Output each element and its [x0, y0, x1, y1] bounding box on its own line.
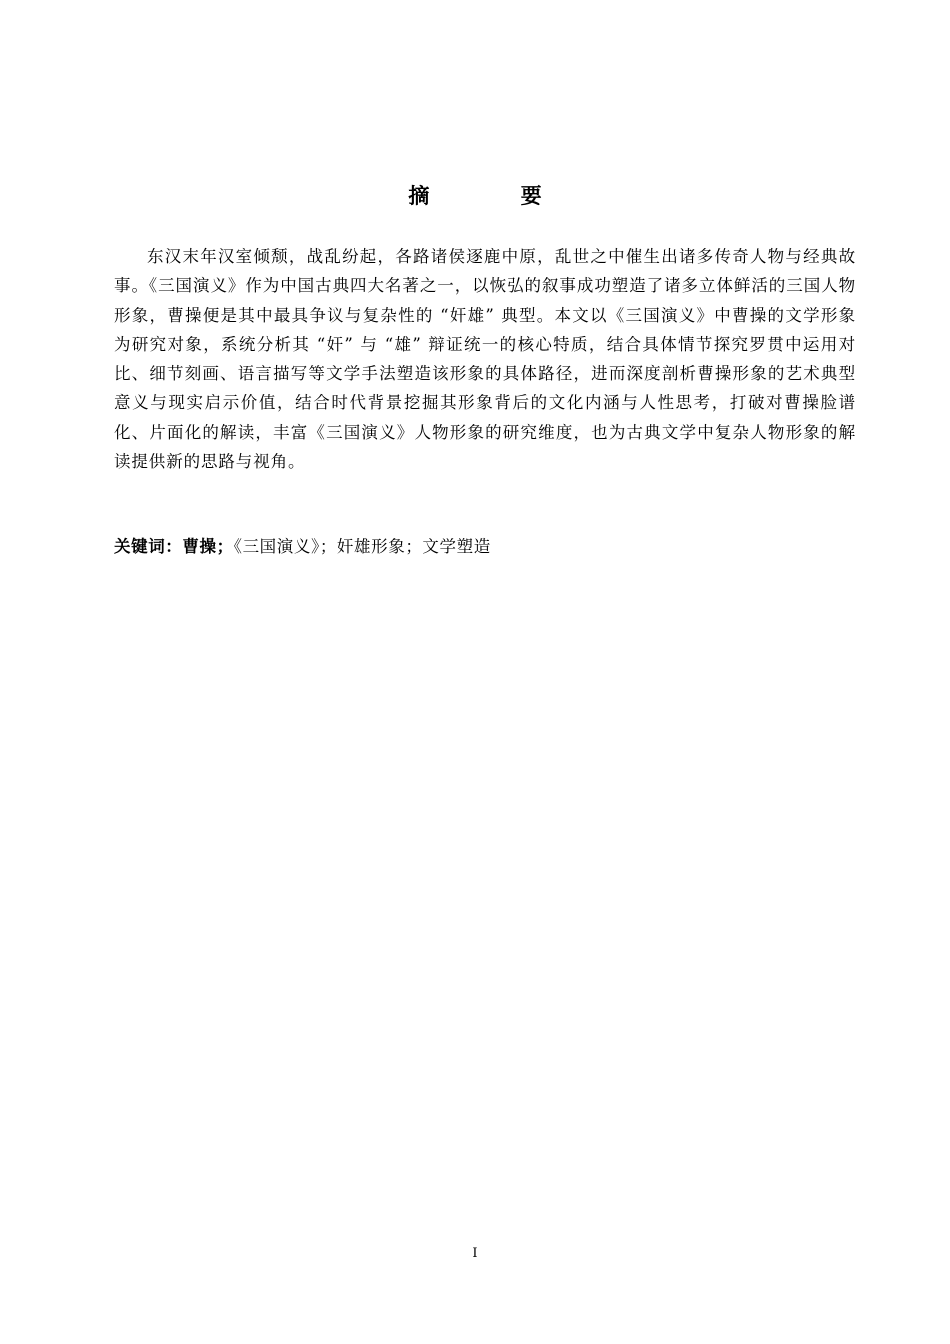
keywords-line [114, 532, 856, 561]
page-number: I [472, 1246, 478, 1261]
keyword-first: 曹操； [182, 537, 234, 556]
abstract-paragraph: 东汉末年汉室倾颓，战乱纷起，各路诸侯逐鹿中原，乱世之中催生出诸多传奇人物与经典故事。《三国演义》作为中国古典四大名著之一，以恢弘的叙事成功塑造了诸多立体鲜活的三国人物形象，曹操便是其中最具争议与复杂性的 “奸雄” 典型。本文以《三国演义》中曹操的文学形象为研究对象，系统分析其 “奸” 与 “雄” 辩证统一的核心特质，结合具体情节探究罗贯中运用对比、细节刻画、语言描写等文学手法塑造该形象的具体路径，进而深度剖析曹操形象的艺术典型意义与现实启示价值，结合时代背景挖掘其形象背后的文化内涵与人性思考，打破对曹操脸谱化、片面化的解读，丰富《三国演义》人物形象的研究维度，也为古典文学中复杂人物形象的解读提供新的思路与视角。 [114, 247, 856, 472]
keywords-label: 关键词： [114, 537, 183, 556]
abstract-title: 摘 要 [408, 184, 584, 208]
keywords-rest: 《三国演义》；奸雄形象；文学塑造 [233, 537, 491, 556]
